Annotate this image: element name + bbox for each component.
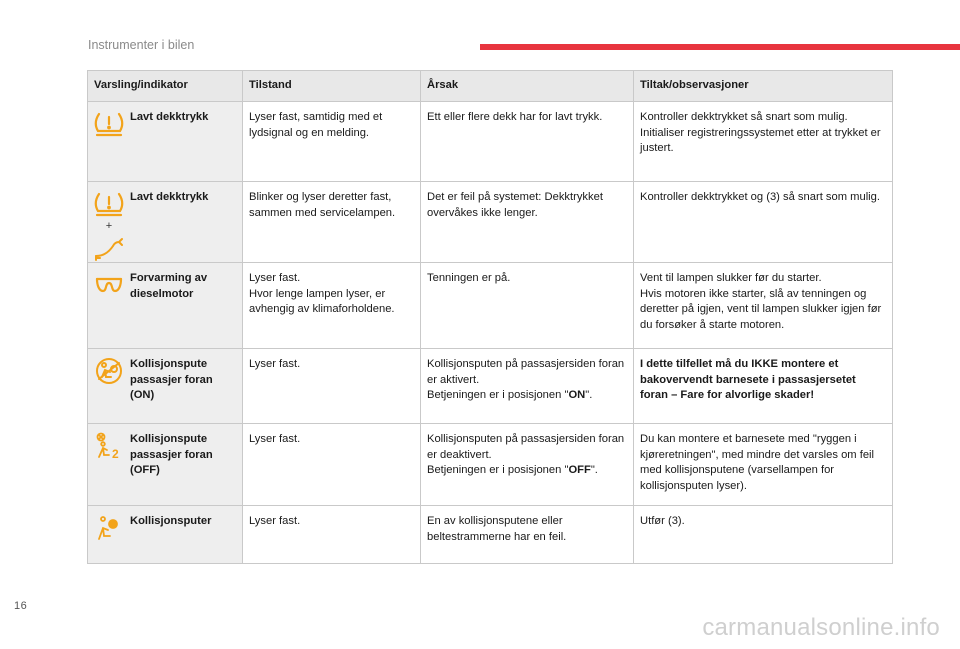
indicator-name: Kollisjonspute passasjer foran (OFF) (130, 433, 213, 476)
watermark: carmanualsonline.info (702, 614, 940, 641)
indicator-cell (88, 102, 243, 182)
cause-cell: Kollisjonsputen på passasjersiden foran er aktivert. Betjeningen er i posisjonen "ON". (421, 349, 634, 424)
condition-cell: Blinker og lyser deretter fast, sammen med servicelampen. (243, 182, 421, 263)
table-header-row (88, 71, 893, 102)
indicator-cell (88, 424, 243, 506)
safety-warning: I dette tilfellet må du IKKE montere et bakovervendt barnesete i passasjersetet foran – Fare for alvorlige skader! (640, 358, 856, 401)
condition-cell: Lyser fast. (243, 349, 421, 424)
indicator-cell (88, 349, 243, 424)
glow-plug-icon (93, 271, 125, 299)
action-cell: Utfør (3). (634, 506, 893, 564)
indicator-cell (88, 506, 243, 564)
indicator-name: Lavt dekktrykk (130, 111, 209, 123)
cause-cell: En av kollisjonsputene eller beltestrammerne har en feil. (421, 506, 634, 564)
table-row (88, 506, 893, 564)
page-header-title: Instrumenter i bilen (88, 38, 195, 52)
page-number: 16 (14, 600, 28, 612)
indicator-name: Kollisjonsputer (130, 515, 212, 527)
indicator-cell (88, 263, 243, 349)
table-row (88, 102, 893, 182)
action-cell: Kontroller dekktrykket så snart som mulig. Initialiser registreringssystemet etter at trykket er justert. (634, 102, 893, 182)
plus-sign: + (105, 220, 113, 232)
condition-cell: Lyser fast. (243, 506, 421, 564)
cause-cell: Tenningen er på. (421, 263, 634, 349)
tyre-pressure-icon (93, 110, 125, 138)
action-cell (634, 349, 893, 424)
airbag-on-icon (93, 357, 125, 385)
condition-cell: Lyser fast. Hvor lenge lampen lyser, er avhengig av klimaforholdene. (243, 263, 421, 349)
action-cell: Du kan montere et barnesete med "ryggen i kjøreretningen", med mindre det varsles om feil med kollisjonsputene (varsellampen for kollisjonsputen lyser). (634, 424, 893, 506)
cause-cell: Det er feil på systemet: Dekktrykket overvåkes ikke lenger. (421, 182, 634, 263)
table-row (88, 263, 893, 349)
table-row (88, 349, 893, 424)
header-accent-bar (480, 44, 960, 50)
indicator-name: Kollisjonspute passasjer foran (ON) (130, 358, 213, 401)
airbag-off-icon (93, 432, 125, 460)
column-header-indicator: Varsling/indikator (88, 71, 243, 102)
svg-text:2: 2 (112, 447, 119, 460)
condition-cell: Lyser fast. (243, 424, 421, 506)
cause-cell: Ett eller flere dekk har for lavt trykk. (421, 102, 634, 182)
condition-cell: Lyser fast, samtidig med et lydsignal og en melding. (243, 102, 421, 182)
warning-lamps-table (87, 70, 893, 564)
column-header-condition: Tilstand (243, 71, 421, 102)
column-header-cause: Årsak (421, 71, 634, 102)
indicator-name: Lavt dekktrykk (130, 191, 209, 203)
column-header-action: Tiltak/observasjoner (634, 71, 893, 102)
airbag-fault-icon (93, 514, 125, 542)
cause-cell: Kollisjonsputen på passasjersiden foran er deaktivert. Betjeningen er i posisjonen "OFF". (421, 424, 634, 506)
indicator-name: Forvarming av dieselmotor (130, 272, 208, 300)
tyre-pressure-icon (93, 190, 125, 218)
table-row (88, 182, 893, 263)
table-row (88, 424, 893, 506)
action-cell: Kontroller dekktrykket og (3) så snart som mulig. (634, 182, 893, 263)
indicator-cell (88, 182, 243, 263)
action-cell: Vent til lampen slukker før du starter. Hvis motoren ikke starter, slå av tenningen og deretter på igjen, vent til lampen slukker igjen før du forsøker å starte motoren. (634, 263, 893, 349)
service-wrench-icon (93, 234, 125, 262)
